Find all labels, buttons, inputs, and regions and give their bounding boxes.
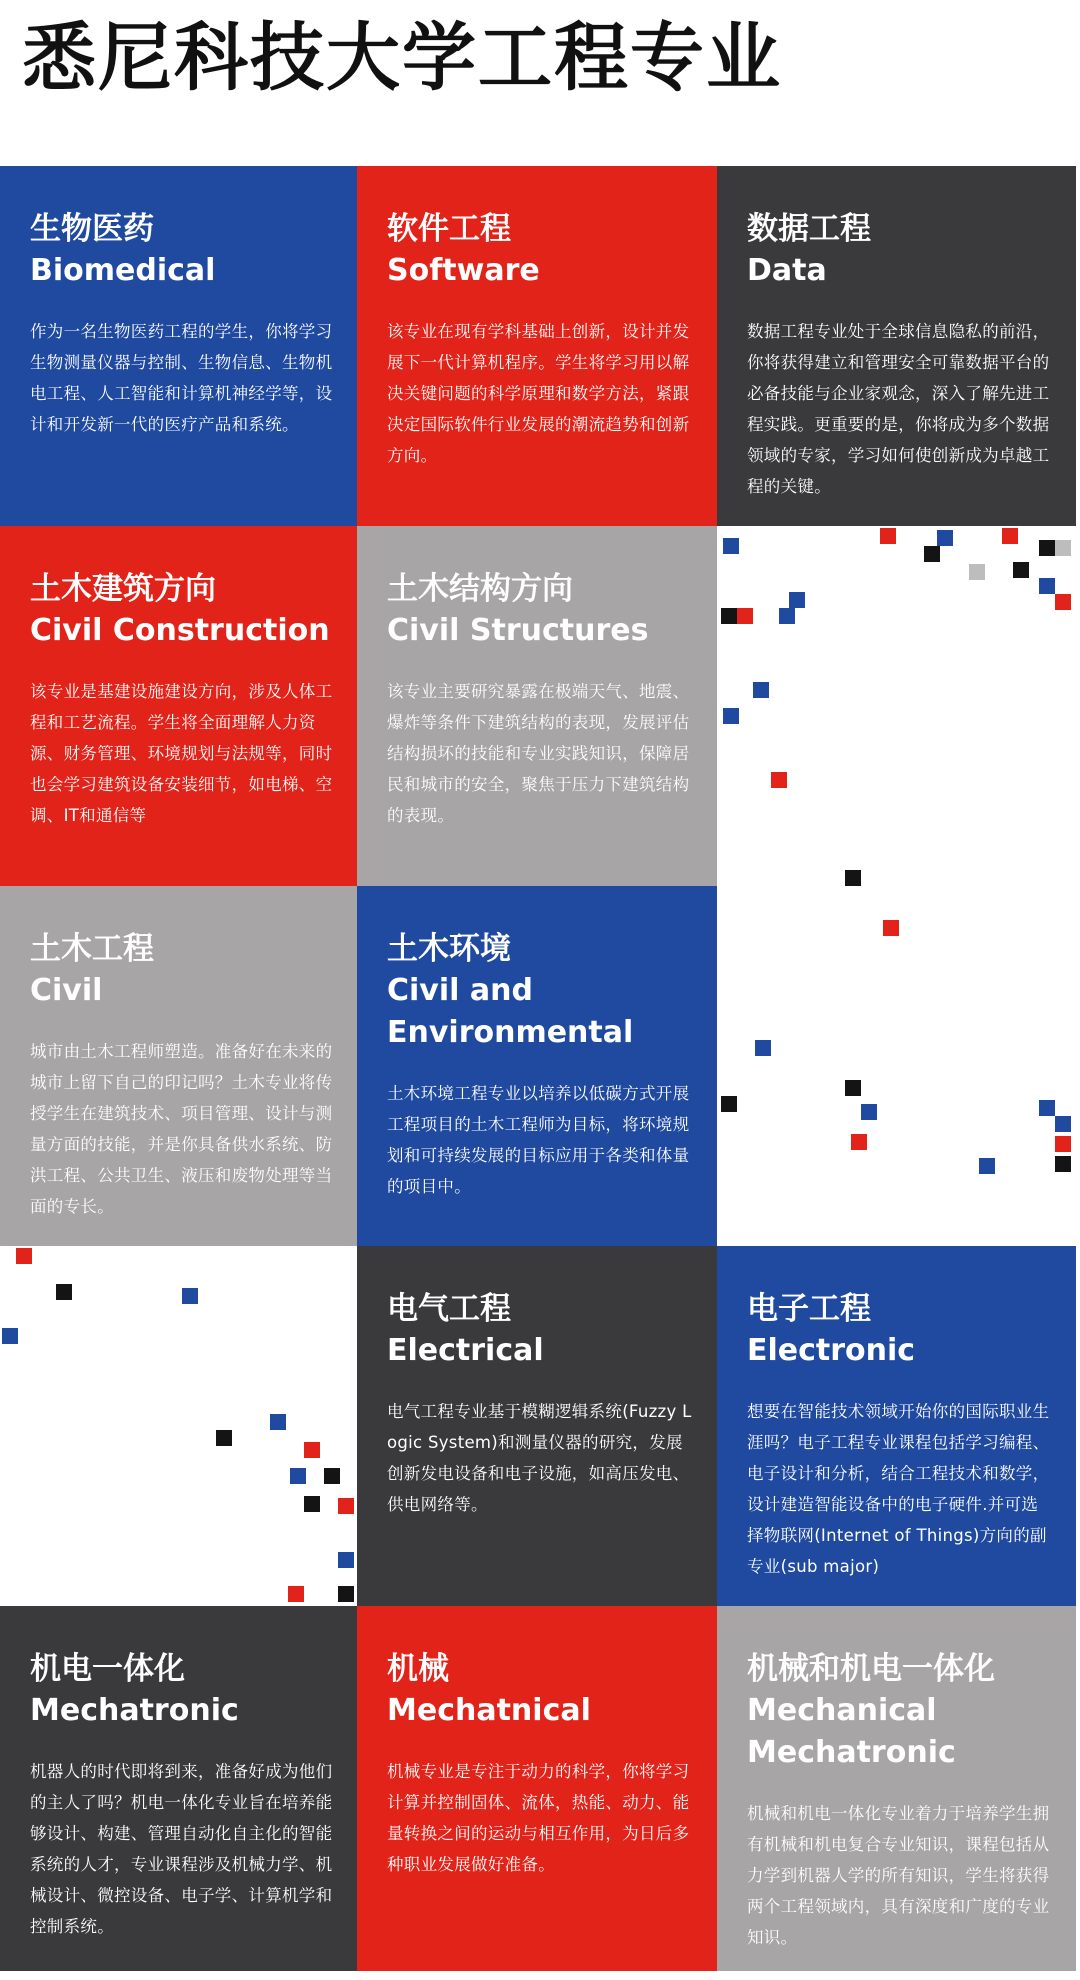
pixel-square (1039, 540, 1055, 556)
major-description: 该专业是基建设施建设方向，涉及人体工程和工艺流程。学生将全面理解人力资源、财务管理、环境规划与法规等，同时也会学习建筑设备安装细节，如电梯、空调、IT和通信等 (30, 682, 333, 825)
major-title-en: Civil Construction (30, 613, 330, 648)
major-title-en: Mechanical (747, 1693, 937, 1728)
major-card-mechatronic (0, 1606, 357, 1971)
major-title-cn: 数据工程 (747, 211, 871, 247)
major-title-cn: 土木建筑方向 (30, 571, 216, 607)
pixel-square (2, 1328, 18, 1344)
major-description: 城市由土木工程师塑造。准备好在未来的城市上留下自己的印记吗？土木专业将传授学生在建筑技术、项目管理、设计与测量方面的技能，并是你具备供水系统、防洪工程、公共卫生、液压和废物处理等当面的专长。 (30, 1042, 333, 1216)
major-description: 电气工程专业基于模糊逻辑系统(Fuzzy Logic System)和测量仪器的研究，发展创新发电设备和电子设施，如高压发电、供电网络等。 (387, 1402, 692, 1514)
majors-grid (0, 166, 1076, 1971)
pixel-square (737, 608, 753, 624)
pixel-square (880, 528, 896, 544)
pixel-square (290, 1468, 306, 1484)
major-title-cn: 机电一体化 (30, 1651, 185, 1687)
pixel-square (56, 1284, 72, 1300)
pixel-square (789, 592, 805, 608)
pixel-square (883, 920, 899, 936)
major-title-en: Civil (30, 973, 103, 1008)
pixel-square (1055, 1136, 1071, 1152)
pixel-pattern-tile (0, 1246, 357, 1606)
pixel-square (182, 1288, 198, 1304)
major-title-en: Biomedical (30, 253, 216, 288)
major-title-cn: 生物医药 (30, 211, 154, 247)
pixel-square (338, 1498, 354, 1514)
major-description: 想要在智能技术领域开始你的国际职业生涯吗？电子工程专业课程包括学习编程、电子设计和分析，结合工程技术和数学，设计建造智能设备中的电子硬件.并可选择物联网(Internet of Things)方向的副专业(sub major) (747, 1402, 1050, 1576)
page-title: 悉尼科技大学工程专业 (22, 15, 782, 101)
major-title-en: Mechatronic (747, 1735, 956, 1770)
pixel-square (969, 564, 985, 580)
pixel-square (937, 530, 953, 546)
major-description: 作为一名生物医药工程的学生，你将学习生物测量仪器与控制、生物信息、生物机电工程、人工智能和计算机神经学等，设计和开发新一代的医疗产品和系统。 (30, 322, 333, 434)
pixel-square (304, 1442, 320, 1458)
major-title-en: Civil Structures (387, 613, 649, 648)
pixel-square (845, 1080, 861, 1096)
pixel-square (1039, 578, 1055, 594)
major-title-en: Mechatnical (387, 1693, 591, 1728)
major-title-cn: 机械和机电一体化 (747, 1651, 995, 1687)
pixel-square (288, 1586, 304, 1602)
pixel-square (270, 1414, 286, 1430)
pixel-square (779, 608, 795, 624)
pixel-square (1039, 1100, 1055, 1116)
major-description: 数据工程专业处于全球信息隐私的前沿，你将获得建立和管理安全可靠数据平台的必备技能与企业家观念，深入了解先进工程实践。更重要的是，你将成为多个数据领域的专家，学习如何使创新成为卓越工程的关键。 (747, 322, 1050, 496)
major-description: 机械专业是专注于动力的科学，你将学习计算并控制固体、流体，热能、动力、能量转换之间的运动与相互作用，为日后多种职业发展做好准备。 (387, 1762, 690, 1874)
pixel-square (845, 870, 861, 886)
major-description: 该专业主要研究暴露在极端天气、地震、爆炸等条件下建筑结构的表现，发展评估结构损坏的技能和专业实践知识，保障居民和城市的安全，聚焦于压力下建筑结构的表现。 (387, 682, 690, 825)
pixel-square (1055, 594, 1071, 610)
major-card-civil (0, 886, 357, 1246)
major-card-mechanical (357, 1606, 717, 1971)
major-title-en: Electrical (387, 1333, 544, 1368)
major-title-en: Mechatronic (30, 1693, 239, 1728)
major-title-en: Environmental (387, 1015, 634, 1050)
major-card-electrical (357, 1246, 717, 1606)
pixel-square (216, 1430, 232, 1446)
pixel-square (979, 1158, 995, 1174)
pixel-pattern-tile (717, 526, 1076, 1246)
major-card-civil-structures (357, 526, 717, 886)
major-title-en: Data (747, 253, 827, 288)
pixel-square (324, 1468, 340, 1484)
pixel-square (304, 1496, 320, 1512)
major-card-civil-construction (0, 526, 357, 886)
major-description: 该专业在现有学科基础上创新，设计并发展下一代计算机程序。学生将学习用以解决关键问题的科学原理和数学方法，紧跟决定国际软件行业发展的潮流趋势和创新方向。 (387, 322, 690, 465)
major-card-electronic (717, 1246, 1076, 1606)
pixel-square (723, 708, 739, 724)
major-title-en: Civil and (387, 973, 533, 1008)
major-title-cn: 软件工程 (387, 211, 511, 247)
major-title-cn: 土木环境 (387, 931, 511, 967)
major-card-data (717, 166, 1076, 526)
major-title-cn: 土木结构方向 (387, 571, 573, 607)
pixel-square (16, 1248, 32, 1264)
major-card-biomedical (0, 166, 357, 526)
pixel-square (924, 546, 940, 562)
pixel-square (1055, 1116, 1071, 1132)
major-card-civil-environmental (357, 886, 717, 1246)
major-description: 机器人的时代即将到来，准备好成为他们的主人了吗？机电一体化专业旨在培养能够设计、构建、管理自动化自主化的智能系统的人才，专业课程涉及机械力学、机械设计、微控设备、电子学、计算机学和控制系统。 (30, 1762, 333, 1936)
pixel-square (338, 1552, 354, 1568)
major-title-cn: 电气工程 (387, 1291, 511, 1327)
major-card-mechanical-mechatronic (717, 1606, 1076, 1971)
major-title-cn: 电子工程 (747, 1291, 871, 1327)
major-title-cn: 机械 (387, 1651, 449, 1687)
pixel-square (1002, 528, 1018, 544)
pixel-square (721, 1096, 737, 1112)
pixel-square (1055, 540, 1071, 556)
pixel-square (1013, 562, 1029, 578)
major-title-en: Electronic (747, 1333, 916, 1368)
major-description: 机械和机电一体化专业着力于培养学生拥有机械和机电复合专业知识，课程包括从力学到机器人学的所有知识，学生将获得两个工程领域内，具有深度和广度的专业知识。 (747, 1804, 1050, 1947)
pixel-square (851, 1134, 867, 1150)
pixel-square (753, 682, 769, 698)
pixel-square (771, 772, 787, 788)
pixel-square (1055, 1156, 1071, 1172)
major-title-en: Software (387, 253, 540, 288)
pixel-square (338, 1586, 354, 1602)
major-card-software (357, 166, 717, 526)
major-description: 土木环境工程专业以培养以低碳方式开展工程项目的土木工程师为目标，将环境规划和可持续发展的目标应用于各类和体量的项目中。 (387, 1084, 690, 1196)
pixel-square (723, 538, 739, 554)
pixel-square (755, 1040, 771, 1056)
pixel-square (721, 608, 737, 624)
pixel-square (861, 1104, 877, 1120)
major-title-cn: 土木工程 (30, 931, 154, 967)
